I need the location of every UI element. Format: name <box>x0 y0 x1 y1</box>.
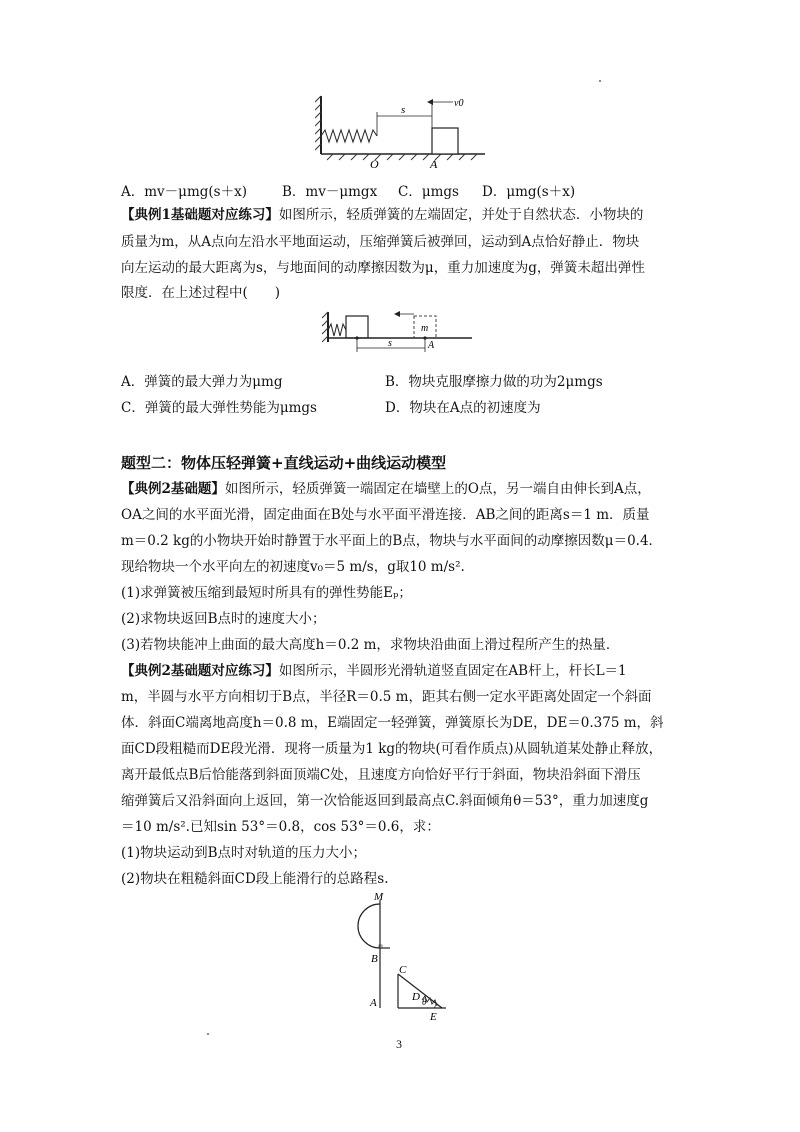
page-number: 3 <box>396 1037 402 1051</box>
fig3-label-B: B <box>371 953 378 965</box>
ex2-line-3: m＝0.2 kg的小物块开始时静置于水平面上的B点，物块与水平面间的动摩擦因数μ＝0.4． <box>121 533 663 549</box>
fig1-label-O: O <box>370 157 379 171</box>
ex1-practice-line-2: 质量为m，从A点向左沿水平地面运动，压缩弹簧后被弹回，运动到A点恰好静止．物块 <box>121 234 640 250</box>
ex2-question-3: (3)若物块能冲上曲面的最大高度h＝0.2 m，求物块沿曲面上滑过程所产生的热量． <box>121 637 620 653</box>
ex2-question-1: (1)求弹簧被压缩到最短时所具有的弹性势能Eₚ； <box>121 585 412 601</box>
figure-spring-block-2 <box>322 308 477 364</box>
fig1-label-v0: v0 <box>454 98 464 109</box>
ex2-line-1: 【典例2基础题】如图所示，轻质弹簧一端固定在墙壁上的O点，另一端自由伸长到A点， <box>121 481 651 497</box>
ex2-practice-line-7: ＝10 m/s².已知sin 53°＝0.8，cos 53°＝0.6，求： <box>121 819 440 835</box>
ex1-option-d: D．物块在A点的初速度为 <box>385 400 541 416</box>
ex2-practice-line-5: 离开最低点B后恰能落到斜面顶端C处，且速度方向恰好平行于斜面，物块沿斜面下滑压 <box>121 767 641 783</box>
fig3-label-A: A <box>370 997 377 1009</box>
ex2-line-2: OA之间的水平面光滑，固定曲面在B处与水平面平滑连接．AB之间的距离s＝1 m．质量 <box>121 507 650 523</box>
fig2-label-m: m <box>421 323 429 334</box>
fig3-label-M: M <box>374 891 384 903</box>
fig3-label-E: E <box>430 1011 437 1023</box>
ex2-line-4: 现给物块一个水平向左的初速度v₀＝5 m/s，g取10 m/s². <box>121 559 465 575</box>
fig2-label-s: s <box>388 338 392 349</box>
ex2-practice-question-1: (1)物块运动到B点时对轨道的压力大小； <box>121 845 367 861</box>
option-d: D．μmg(s＋x) <box>482 184 576 200</box>
section-title: 题型二：物体压轻弹簧+直线运动+曲线运动模型 <box>121 454 447 472</box>
figure-track-incline <box>350 888 460 1024</box>
ex2-practice-line-1: 【典例2基础题对应练习】如图所示，半圆形光滑轨道竖直固定在AB杆上，杆长L＝1 <box>121 663 627 679</box>
ex1-practice-line-3: 向左运动的最大距离为s，与地面间的动摩擦因数为μ，重力加速度为g，弹簧未超出弹性 <box>121 260 645 276</box>
ex2-practice-question-2: (2)物块在粗糙斜面CD段上能滑行的总路程s. <box>121 871 389 887</box>
ex2-question-2: (2)求物块返回B点时的速度大小； <box>121 611 326 627</box>
ex1-practice-line-4: 限度．在上述过程中( ) <box>121 285 281 301</box>
ex1-option-a: A．弹簧的最大弹力为μmg <box>121 374 283 390</box>
ex2-practice-line-3: 体．斜面C端离地高度h＝0.8 m，E端固定一轻弹簧，弹簧原长为DE，DE＝0.375 m，斜 <box>121 715 664 731</box>
ex2-practice-line-6: 缩弹簧后又沿斜面向上返回，第一次恰能返回到最高点C.斜面倾角θ＝53°，重力加速度g <box>121 793 649 809</box>
ex1-practice-line-1: 【典例1基础题对应练习】如图所示，轻质弹簧的左端固定，并处于自然状态．小物块的 <box>121 207 644 223</box>
ex2-practice-line-4: 面CD段粗糙而DE段光滑．现将一质量为1 kg的物块(可看作质点)从圆轨道某处静止释放， <box>121 741 663 757</box>
fig3-label-C: C <box>399 964 407 976</box>
fig3-label-D: D <box>412 991 420 1003</box>
option-a: A．mv－μmg(s＋x) <box>121 184 247 200</box>
ex2-practice-line-2: m，半圆与水平方向相切于B点，半径R＝0.5 m，距其右侧一定水平距离处固定一个斜面 <box>121 689 652 705</box>
option-c: C．μmgs <box>398 184 459 200</box>
ex2-tag: 【典例2基础题】 <box>121 481 225 497</box>
ex1-option-b: B．物块克服摩擦力做的功为2μmgs <box>385 374 603 390</box>
fig1-label-s: s <box>401 104 406 116</box>
ex2-practice-tag: 【典例2基础题对应练习】 <box>121 663 279 679</box>
fig3-label-theta: θ <box>422 997 427 1007</box>
ex1-practice-tag: 【典例1基础题对应练习】 <box>121 207 279 223</box>
ex1-option-c: C．弹簧的最大弹性势能为μmgs <box>121 400 317 416</box>
fig1-label-A: A <box>430 157 438 171</box>
figure-spring-block-1 <box>315 92 490 172</box>
fig2-label-A: A <box>428 340 435 351</box>
option-b: B．mv－μmgx <box>282 184 378 200</box>
